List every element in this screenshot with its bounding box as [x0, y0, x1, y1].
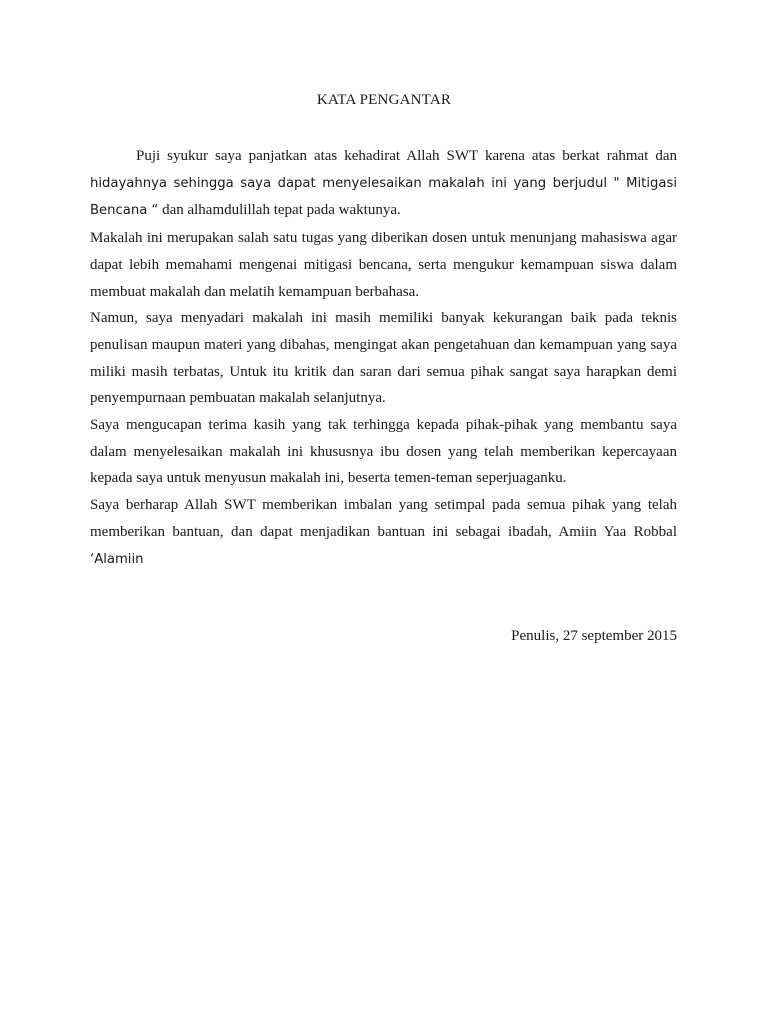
paragraph-5-part-b: ‘Alamiin — [90, 551, 144, 567]
paragraph-4: Saya mengucapan terima kasih yang tak terhingga kepada pihak-pihak yang membantu saya dalam menyelesaikan makalah ini khususnya ibu dosen yang telah memberikan kepercayaan kepada saya untuk menyusun makalah ini, beserta temen-teman seperjuaganku. — [90, 417, 677, 487]
author-signature-line: Penulis, 27 september 2015 — [511, 628, 677, 644]
document-title: KATA PENGANTAR — [316, 92, 452, 108]
document-body — [90, 143, 677, 573]
paragraph-5 — [90, 492, 677, 573]
paragraph-1-part-c: dan alhamdulillah tepat pada waktunya. — [158, 202, 401, 219]
paragraph-1-part-b: hidayahnya sehingga saya dapat menyelesaikan makalah ini yang berjudul " Mitigasi Bencana “ — [90, 175, 677, 219]
paragraph-3: Namun, saya menyadari makalah ini masih memiliki banyak kekurangan baik pada teknis penulisan maupun materi yang dibahas, mengingat akan pengetahuan dan kemampuan yang saya miliki masih terbatas, Untuk itu kritik dan saran dari semua pihak sangat saya harapkan demi penyempurnaan pembuatan makalah selanjutnya. — [90, 310, 677, 407]
paragraph-2: Makalah ini merupakan salah satu tugas yang diberikan dosen untuk menunjang mahasiswa agar dapat lebih memahami mengenai mitigasi bencana, serta mengukur kemampuan siswa dalam membuat makalah dan melatih kemampuan berbahasa. — [90, 230, 677, 300]
paragraph-1-part-a: Puji syukur saya panjatkan atas kehadirat Allah SWT karena atas berkat rahmat dan — [136, 148, 677, 164]
paragraph-5-part-a: Saya berharap Allah SWT memberikan imbalan yang setimpal pada semua pihak yang telah memberikan bantuan, dan dapat menjadikan bantuan ini sebagai ibadah, Amiin Yaa Robbal — [90, 497, 677, 540]
paragraph-1 — [90, 143, 677, 225]
